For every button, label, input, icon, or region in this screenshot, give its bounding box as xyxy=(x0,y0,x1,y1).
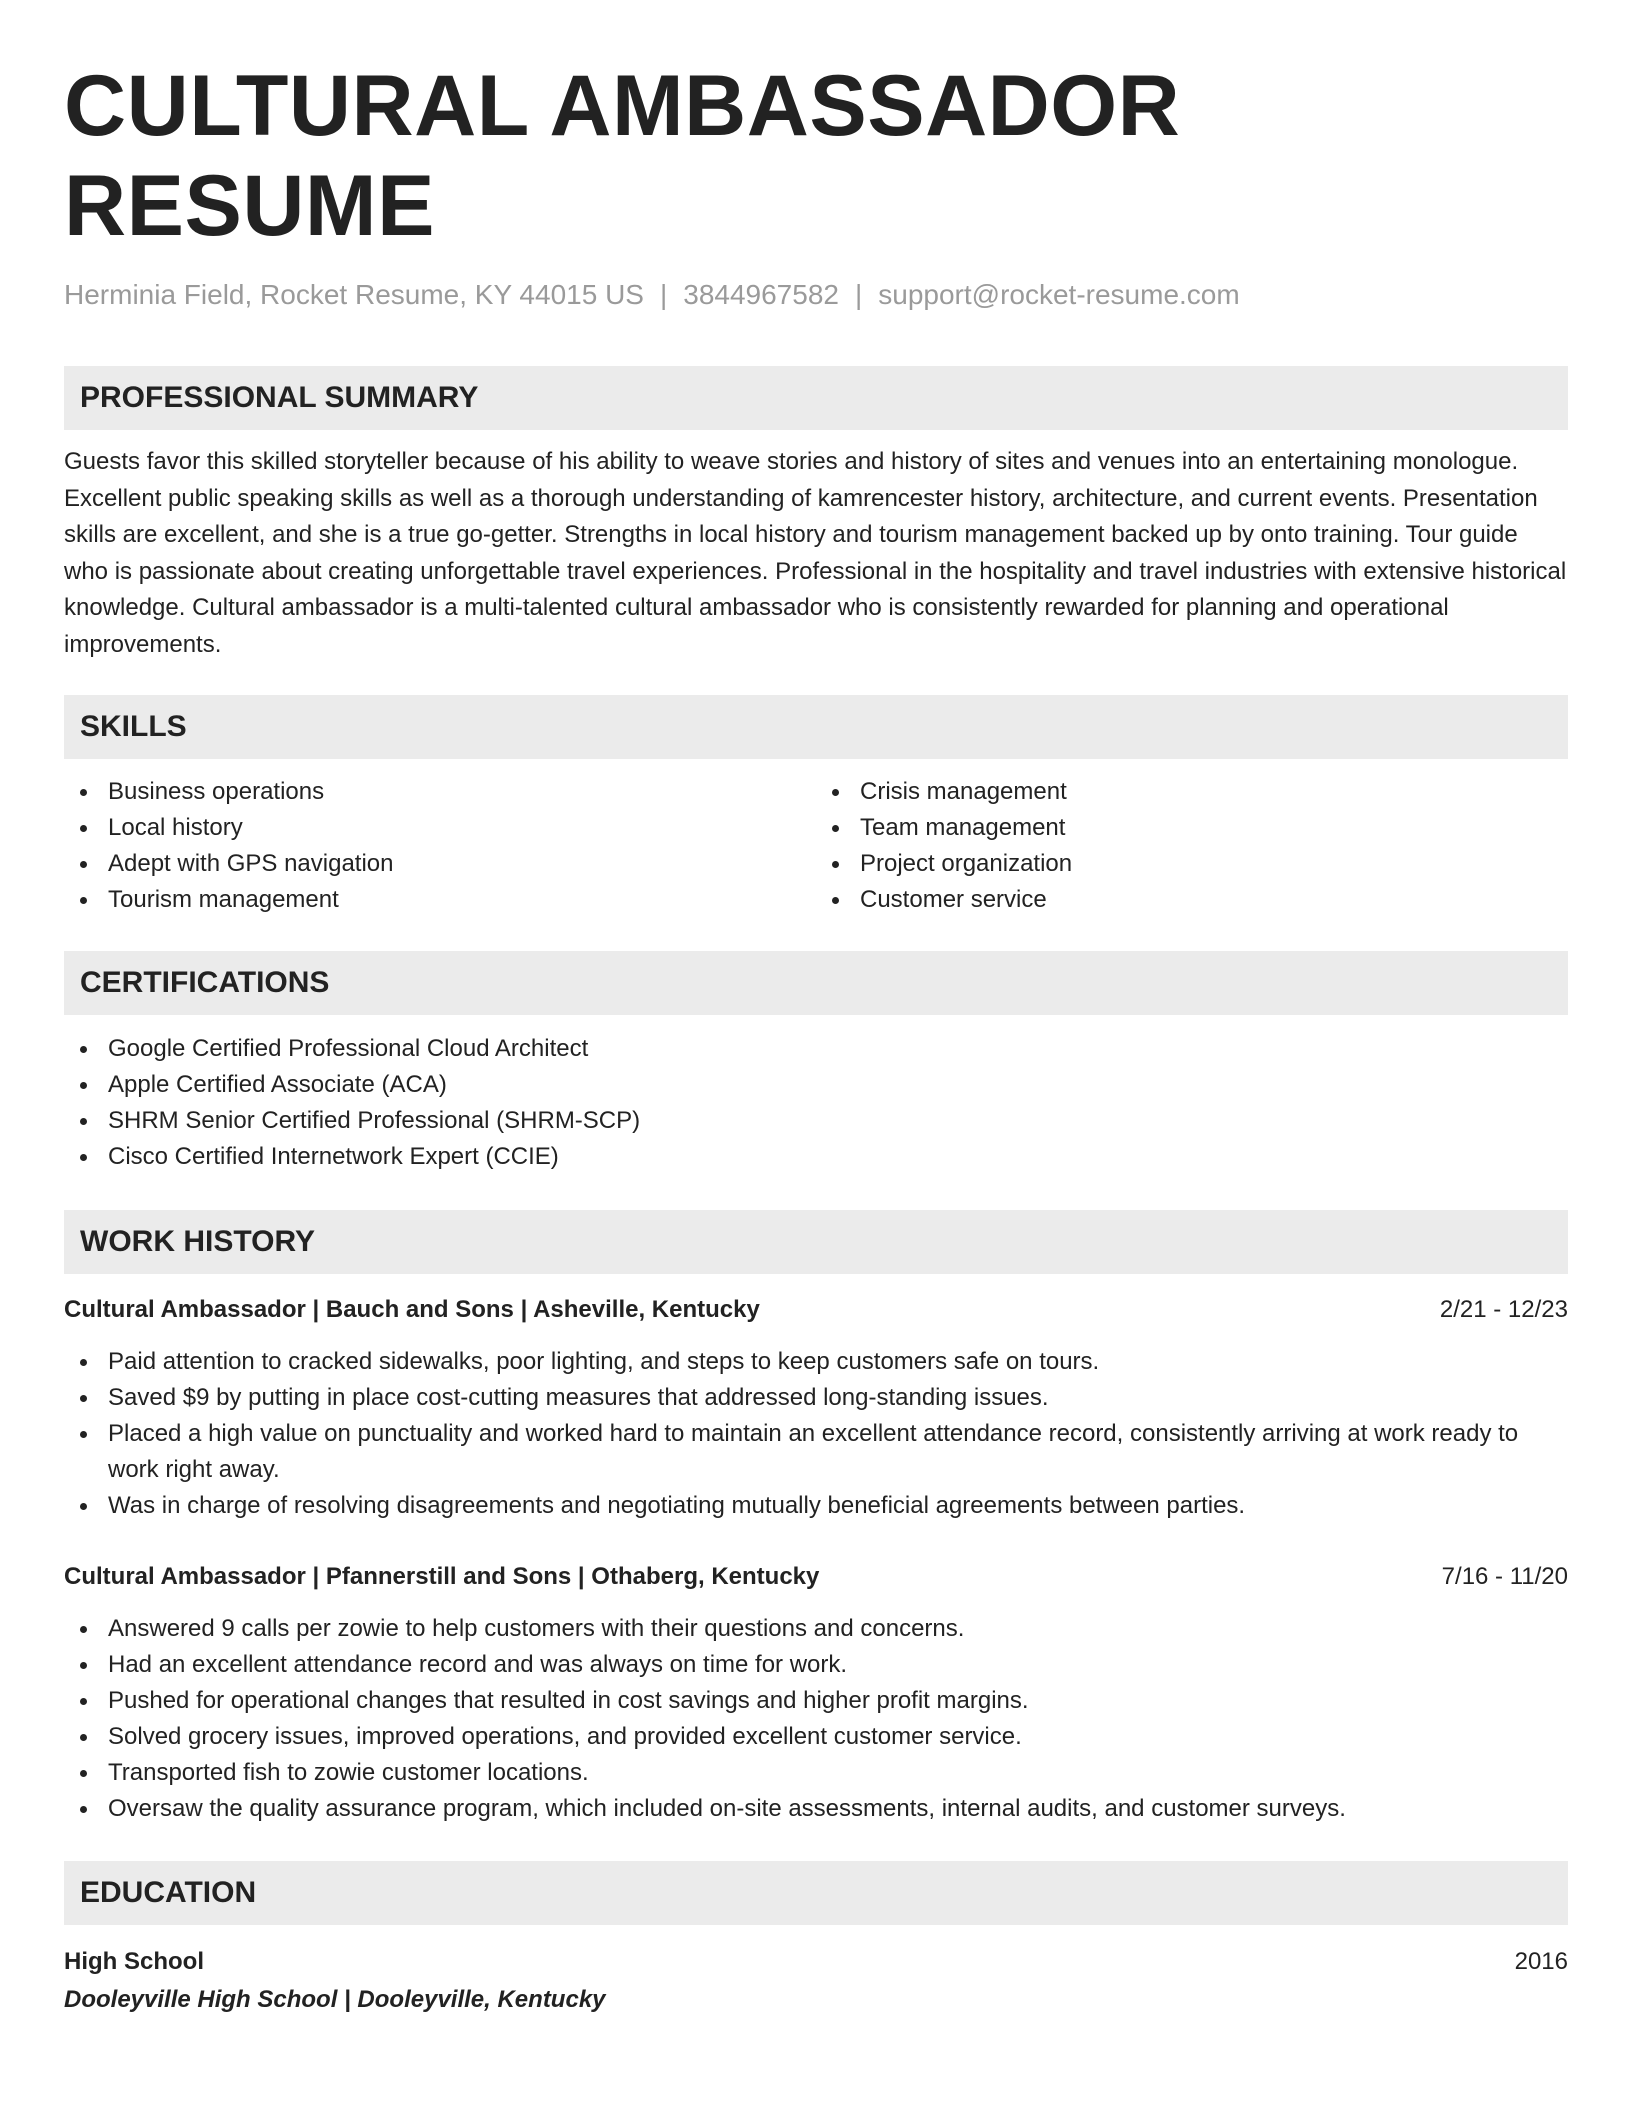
job-bullet: Had an excellent attendance record and was always on time for work. xyxy=(64,1647,1568,1683)
job-bullets xyxy=(64,1344,1568,1524)
section-title: WORK HISTORY xyxy=(80,1225,316,1258)
skill-item: Adept with GPS navigation xyxy=(64,846,816,882)
certifications-list xyxy=(64,1031,1568,1175)
resume-title: CULTURAL AMBASSADOR RESUME xyxy=(64,58,1181,254)
job-bullet: Saved $9 by putting in place cost-cutting measures that addressed long-standing issues. xyxy=(64,1380,1568,1416)
section-title: SKILLS xyxy=(80,710,187,743)
job-bullets xyxy=(64,1611,1568,1827)
skill-item: Local history xyxy=(64,810,816,846)
job-bullet: Answered 9 calls per zowie to help customers with their questions and concerns. xyxy=(64,1611,1568,1647)
section-header-certifications xyxy=(64,951,1568,1015)
job-bullet: Transported fish to zowie customer locations. xyxy=(64,1755,1568,1791)
job-heading xyxy=(64,1559,1568,1595)
job-bullet: Pushed for operational changes that resulted in cost savings and higher profit margins. xyxy=(64,1683,1568,1719)
section-header-summary xyxy=(64,366,1568,430)
certification-item: SHRM Senior Certified Professional (SHRM-SCP) xyxy=(64,1103,1568,1139)
job-title: Cultural Ambassador | Pfannerstill and Sons | Othaberg, Kentucky xyxy=(64,1563,820,1590)
section-header-work-history xyxy=(64,1210,1568,1274)
education-school: Dooleyville High School | Dooleyville, Kentucky xyxy=(64,1986,606,2013)
certification-item: Cisco Certified Internetwork Expert (CCIE) xyxy=(64,1139,1568,1175)
contact-address: Herminia Field, Rocket Resume, KY 44015 US xyxy=(64,279,644,310)
contact-separator: | xyxy=(659,279,668,310)
job-dates: 7/16 - 11/20 xyxy=(1441,1563,1568,1590)
education-row xyxy=(64,1944,1568,1980)
skill-item: Crisis management xyxy=(816,774,1568,810)
skill-item: Customer service xyxy=(816,882,1568,918)
skills-column-right xyxy=(816,774,1568,918)
contact-separator: | xyxy=(854,279,863,310)
section-title: CERTIFICATIONS xyxy=(80,966,330,999)
summary-text: Guests favor this skilled storyteller because of his ability to weave stories and history of sites and venues into an entertaining monologue. Excellent public speaking skills as well as a thorough understanding of kamrencester history, architecture, and current events. Presentation skills are excellent, and she is a true go-getter. Strengths in local history and tourism management backed up by onto training. Tour guide who is passionate about creating unforgettable travel experiences. Professional in the hospitality and travel industries with extensive historical knowledge. Cultural ambassador is a multi-talented cultural ambassador who is consistently rewarded for planning and operational improvements. xyxy=(64,448,1567,658)
job-bullet: Oversaw the quality assurance program, which included on-site assessments, internal audits, and customer surveys. xyxy=(64,1791,1568,1827)
job-bullet: Was in charge of resolving disagreements and negotiating mutually beneficial agreements between parties. xyxy=(64,1488,1568,1524)
skills-grid xyxy=(64,774,1568,918)
job-bullet: Paid attention to cracked sidewalks, poor lighting, and steps to keep customers safe on tours. xyxy=(64,1344,1568,1380)
contact-phone: 3844967582 xyxy=(683,279,839,310)
contact-email: support@rocket-resume.com xyxy=(878,279,1240,310)
skill-item: Team management xyxy=(816,810,1568,846)
job-dates: 2/21 - 12/23 xyxy=(1439,1296,1568,1323)
skills-column-left xyxy=(64,774,816,918)
section-header-education xyxy=(64,1861,1568,1925)
certification-item: Apple Certified Associate (ACA) xyxy=(64,1067,1568,1103)
skill-item: Project organization xyxy=(816,846,1568,882)
certification-item: Google Certified Professional Cloud Architect xyxy=(64,1031,1568,1067)
section-header-skills xyxy=(64,695,1568,759)
job-heading xyxy=(64,1292,1568,1328)
contact-line xyxy=(64,278,1568,312)
job-bullet: Placed a high value on punctuality and worked hard to maintain an excellent attendance record, consistently arriving at work ready to work right away. xyxy=(64,1416,1568,1488)
job-title: Cultural Ambassador | Bauch and Sons | Asheville, Kentucky xyxy=(64,1296,760,1323)
section-title: PROFESSIONAL SUMMARY xyxy=(80,381,479,414)
job-bullet: Solved grocery issues, improved operations, and provided excellent customer service. xyxy=(64,1719,1568,1755)
section-title: EDUCATION xyxy=(80,1876,257,1909)
skill-item: Tourism management xyxy=(64,882,816,918)
skill-item: Business operations xyxy=(64,774,816,810)
education-year: 2016 xyxy=(1514,1948,1568,1975)
education-degree: High School xyxy=(64,1948,204,1975)
